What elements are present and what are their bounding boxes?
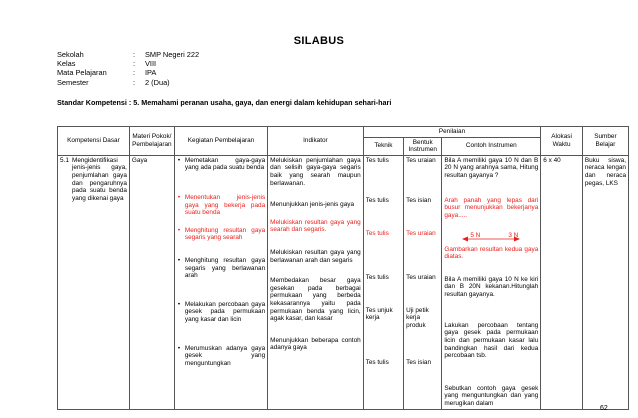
contoh-item: Gambarkan resultan kedua gaya diatas.	[444, 245, 539, 261]
indikator-item: Melukiskan resultan gaya yang searah dan segaris.	[270, 218, 361, 234]
contoh-item: Lakukan percobaan tentang gaya gesek pada permukaan licin dan permukaan kasar lalu bandingkan hasil dari kedua percobaan tsb.	[444, 321, 539, 360]
meta-key: Kelas	[57, 59, 76, 69]
bentuk-item: Tes uraian	[406, 229, 436, 237]
header-kompetensi: Kompetensi Dasar	[58, 127, 130, 156]
bentuk-item: Tes isian	[406, 358, 432, 366]
page-title: SILABUS	[293, 35, 345, 47]
bentuk-item: Tes uraian	[406, 273, 436, 281]
teknik-item: Tes tulis	[365, 273, 389, 281]
header-indikator: Indikator	[268, 127, 364, 156]
header-kegiatan: Kegiatan Pembelajaran	[174, 127, 267, 156]
contoh-item: Sebutkan contoh gaya gesek yang menguntungkan dan yang merugikan dalam	[444, 384, 539, 407]
resultant-diagram	[444, 232, 538, 246]
page-number: 62	[600, 405, 608, 412]
meta-row-semester	[57, 78, 199, 87]
indikator-item: Melukiskan penjumlahan gaya dan selisih gaya-gaya segaris baik yang searah maupun berlawanan.	[270, 156, 361, 187]
list-item: • Memetakan gaya-gaya yang ada pada suatu benda	[177, 157, 265, 172]
meta-value: IPA	[145, 68, 157, 78]
teknik-item: Tes unjuk kerja	[365, 306, 393, 322]
kegiatan-cell	[174, 155, 267, 409]
force-label-left: 5 N	[470, 231, 481, 239]
standar-kompetensi: Standar Kompetensi : 5. Memahami peranan usaha, gaya, dan energi dalam kehidupan sehari-hari	[57, 98, 392, 107]
header-penilaian: Penilaian	[363, 127, 541, 138]
teknik-item: Tes tulis	[365, 156, 389, 164]
indikator-item: Menunjukkan jenis-jenis gaya	[270, 201, 354, 209]
teknik-item: Tes tulis	[365, 229, 389, 237]
header-teknik: Teknik	[363, 137, 403, 155]
meta-key: Sekolah	[57, 50, 84, 59]
meta-sep: :	[133, 77, 136, 87]
meta-row-mapel	[57, 68, 199, 77]
meta-key: Mata Pelajaran	[57, 68, 107, 78]
table-row	[58, 155, 629, 409]
indikator-item: Menunjukkan beberapa contoh adanya gaya	[270, 336, 361, 352]
kd-number: 5.1	[60, 156, 69, 164]
list-item: • Menentukan jenis-jenis gaya yang bekerja pada suatu benda	[177, 194, 265, 217]
contoh-item: Bila A memiliki gaya 10 N ke kiri dan B 20N kekanan.Hitunglah resultan gayanya.	[444, 275, 539, 298]
indikator-cell	[268, 155, 364, 409]
meta-value: SMP Negeri 222	[145, 50, 200, 59]
silabus-table	[57, 126, 629, 410]
arrow-left-head	[462, 236, 468, 241]
header-bentuk: Bentuk Instrumen	[404, 137, 442, 155]
force-label-right: 3 N	[508, 231, 519, 239]
list-item: • Merumuskan adanya gaya gesek yang menguntungkan	[177, 345, 265, 368]
bentuk-cell	[404, 155, 442, 409]
meta-sep: :	[133, 68, 136, 78]
header-contoh: Contoh Instrumen	[442, 137, 541, 155]
sumber-cell: Buku siswa, neraca lengan dan neraca pegas, LKS	[582, 155, 628, 409]
kd-text: Mengidentifikasi jenis-jenis gaya, penjumlahan gaya dan pengaruhnya pada suatu benda yang dikenai gaya	[72, 156, 127, 202]
meta-sep: :	[133, 50, 136, 59]
meta-value: VIII	[145, 59, 157, 69]
alokasi-cell: 6 x 40	[541, 155, 583, 409]
contoh-item: Bila A memiliki gaya 10 N dan B 20 N yang arahnya sama, Hitung resultan gayanya ?	[444, 156, 539, 179]
meta-value: 2 (Dua)	[145, 77, 170, 87]
meta-row-kelas	[57, 59, 199, 68]
list-item: • Menghitung resultan gaya segaris yang berlawanan arah	[177, 257, 265, 280]
meta-sep: :	[133, 59, 136, 69]
list-item: • Melakukan percobaan gaya gesek pada permukaan yang kasar dan licin	[177, 301, 265, 324]
teknik-item: Tes tulis	[365, 196, 389, 204]
meta-row-sekolah	[57, 50, 199, 59]
header-sumber: Sumber Belajar	[582, 127, 628, 156]
bentuk-item: Tes uraian	[406, 156, 436, 164]
teknik-cell	[363, 155, 403, 409]
teknik-item: Tes tulis	[365, 358, 389, 366]
meta-block	[57, 50, 199, 87]
header-alokasi: Alokasi Waktu	[541, 127, 583, 156]
bentuk-item: Tes isian	[406, 196, 432, 204]
list-item: • Menghitung resultan gaya segaris yang searah	[177, 227, 265, 242]
header-materi: Materi Pokok/ Pembelajaran	[129, 127, 174, 156]
indikator-item: Melukiskan resultan gaya yang berlawanan arah dan segaris	[270, 248, 361, 264]
meta-key: Semester	[57, 77, 89, 87]
contoh-cell	[442, 155, 541, 409]
indikator-item: Membedakan besar gaya gesekan pada berbagai permukaan yang berbeda kekasarannya yaitu pada permukaan benda yang licin, agak kasar, dan kasar	[270, 277, 361, 323]
kompetensi-cell	[58, 155, 130, 409]
bentuk-item: Uji petik kerja produk	[406, 306, 429, 329]
contoh-item: Arah panah yang lepas dari busur menunjukkan bekerjanya gaya.....	[444, 196, 539, 219]
materi-cell: Gaya	[129, 155, 174, 409]
